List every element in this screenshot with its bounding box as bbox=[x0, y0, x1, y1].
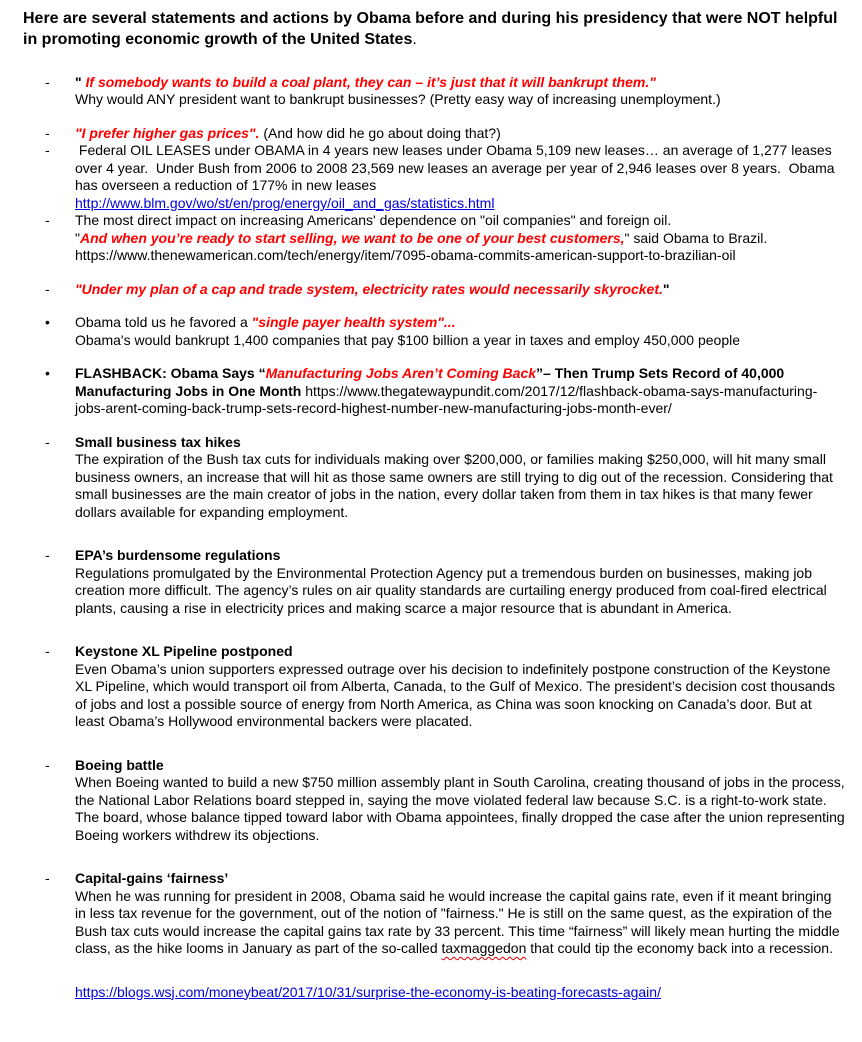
paragraph bbox=[75, 212, 845, 230]
paragraph bbox=[75, 91, 845, 109]
dash-marker: - bbox=[45, 124, 50, 141]
document-title bbox=[23, 9, 848, 51]
item-content bbox=[75, 314, 845, 349]
paragraph bbox=[75, 125, 845, 143]
list-item bbox=[45, 125, 845, 143]
paragraph bbox=[75, 281, 845, 299]
text-run: Why would ANY president want to bankrupt businesses? (Pretty easy way of increasing unemployment.) bbox=[75, 91, 721, 108]
paragraph bbox=[75, 984, 845, 1002]
quote-red-run: If somebody wants to build a coal plant, they can – it’s just that it will bankrupt them." bbox=[85, 73, 656, 90]
paragraph bbox=[75, 314, 845, 332]
text-run: https://www.thenewamerican.com/tech/energy/item/7095-obama-commits-american-support-to-brazilian-oil bbox=[75, 247, 736, 264]
text-run: Federal OIL LEASES under OBAMA in 4 years new leases under Obama 5,109 new leases… an average of 1,277 leases over 4 year. Under Bush from 2006 to 2008 23,569 new leases an average per year of 2,946 leases over 8 years. Obama has overseen a reduction of 177% in new leases bbox=[75, 142, 839, 194]
paragraph bbox=[75, 247, 845, 265]
dash-marker: - bbox=[45, 643, 50, 660]
bold-text-run: " bbox=[75, 73, 86, 90]
item-content bbox=[75, 984, 845, 1002]
item-content bbox=[75, 212, 845, 265]
bold-text-run: ”– Then Trump Sets Record of 40,000 Manufacturing Jobs in One Month bbox=[75, 365, 789, 399]
list-item bbox=[45, 142, 845, 212]
text-run: When he was running for president in 2008, Obama said he would increase the capital gains rate, even if it meant bringing in less tax revenue for the government, out of the notion of "fairness." He is still on the same quest, as the expiration of the Bush tax cuts would increase the capital gains tax rate by 33 percent. This time “fairness” will likely mean hurting the middle class, as the hike looms in January as part of the so-called bbox=[75, 887, 844, 957]
list-item bbox=[45, 434, 845, 522]
hyperlink[interactable]: http://www.blm.gov/wo/st/en/prog/energy/oil_and_gas/statistics.html bbox=[75, 194, 495, 211]
text-run: (And how did he go about doing that?) bbox=[259, 124, 501, 141]
bold-text-run: Capital-gains ‘fairness’ bbox=[75, 870, 229, 887]
list-item bbox=[45, 984, 845, 1002]
dash-marker: - bbox=[45, 73, 50, 90]
list-item bbox=[45, 547, 845, 617]
paragraph bbox=[75, 547, 845, 565]
dash-marker: - bbox=[45, 547, 50, 564]
text-run: Even Obama’s union supporters expressed outrage over his decision to indefinitely postpone construction of the Keystone XL Pipeline, which would transport oil from Alberta, Canada, to the Gulf of Mexico. The president’s decision cost thousands of jobs and lost a possible source of energy from North America, as China was soon knocking on Canada’s door. But at least Obama’s Hollywood environmental backers were placated. bbox=[75, 660, 839, 730]
paragraph bbox=[75, 661, 845, 731]
dash-marker: - bbox=[45, 756, 50, 773]
paragraph bbox=[75, 757, 845, 775]
bold-text-run: " bbox=[662, 280, 670, 297]
hyperlink[interactable]: https://blogs.wsj.com/moneybeat/2017/10/31/surprise-the-economy-is-beating-forecasts-again/ bbox=[75, 983, 661, 1000]
dash-marker: - bbox=[45, 212, 50, 229]
paragraph bbox=[75, 434, 845, 452]
list-item bbox=[45, 643, 845, 731]
paragraph bbox=[75, 565, 845, 618]
paragraph bbox=[75, 332, 845, 350]
paragraph bbox=[75, 870, 845, 888]
paragraph bbox=[75, 365, 845, 418]
bold-text-run: EPA’s burdensome regulations bbox=[75, 547, 281, 564]
list-item bbox=[45, 314, 845, 349]
quote-red-run: Manufacturing Jobs Aren’t Coming Back bbox=[265, 365, 537, 382]
bold-text-run: Boeing battle bbox=[75, 756, 164, 773]
text-run: The expiration of the Bush tax cuts for individuals making over $200,000, or families making $250,000, will hit many small business owners, an increase that will hit as those same owners are still trying to dig out of the recession. Considering that small businesses are the main creator of jobs in the nation, every dollar taken from them in tax hikes is that many fewer dollars available for expanding employment. bbox=[75, 451, 837, 520]
item-content bbox=[75, 643, 845, 731]
dash-marker: - bbox=[45, 870, 50, 887]
item-content bbox=[75, 125, 845, 143]
statement-list bbox=[0, 74, 862, 1002]
title-text: Here are several statements and actions by Obama before and during his presidency that were NOT helpful in promoting economic growth of the United States bbox=[23, 10, 838, 48]
text-run: Obama told us he favored a bbox=[75, 314, 252, 331]
text-run: " said Obama to Brazil. bbox=[624, 229, 768, 246]
paragraph bbox=[75, 451, 845, 521]
list-item bbox=[45, 74, 845, 109]
text-run: Obama's would bankrupt 1,400 companies that pay $100 billion a year in taxes and employ 450,000 people bbox=[75, 331, 740, 348]
text-run: " bbox=[75, 229, 80, 246]
text-run: When Boeing wanted to build a new $750 million assembly plant in South Carolina, creating thousand of jobs in the process, the National Labor Relations board stepped in, saying the move violated federal law because S.C. is a right-to-work state. The board, whose balance tipped toward labor with Obama appointees, finally dropped the case after the union representing Boeing workers withdrew its objections. bbox=[75, 774, 849, 843]
misspelled-word: taxmaggedon bbox=[441, 940, 527, 957]
dash-marker: - bbox=[45, 280, 50, 297]
item-content bbox=[75, 74, 845, 109]
title-period: . bbox=[412, 30, 417, 48]
bullet-marker: • bbox=[45, 365, 50, 382]
bold-text-run: Small business tax hikes bbox=[75, 433, 241, 450]
list-item bbox=[45, 281, 845, 299]
item-content bbox=[75, 547, 845, 617]
paragraph bbox=[75, 888, 845, 958]
dash-marker: - bbox=[45, 433, 50, 450]
paragraph bbox=[75, 142, 845, 195]
dash-marker: - bbox=[45, 142, 50, 159]
list-item bbox=[45, 756, 849, 845]
text-run: https://www.thegatewaypundit.com/2017/12/flashback-obama-says-manufacturing-jobs-arent-coming-back-trump-sets-record-highest-number-new-manufacturing-jobs-month-ever/ bbox=[75, 382, 818, 417]
text-run: Regulations promulgated by the Environmental Protection Agency put a tremendous burden on businesses, making job creation more difficult. The agency’s rules on air quality standards are curtailing energy produced from coal-fired electrical plants, causing a rise in electricity prices and making scarce a major resource that is abundant in America. bbox=[75, 564, 831, 616]
quote-red-run: "single payer health system"... bbox=[251, 314, 456, 331]
paragraph bbox=[75, 74, 845, 92]
item-content bbox=[75, 756, 849, 845]
text-run: that could tip the economy back into a recession. bbox=[526, 940, 833, 957]
paragraph bbox=[75, 643, 845, 661]
list-item bbox=[45, 365, 845, 418]
paragraph bbox=[75, 774, 849, 844]
bold-text-run: Keystone XL Pipeline postponed bbox=[75, 643, 293, 660]
bullet-marker: • bbox=[45, 314, 50, 331]
paragraph bbox=[75, 230, 845, 248]
item-content bbox=[75, 281, 845, 299]
list-item bbox=[45, 212, 845, 265]
no-marker bbox=[45, 984, 75, 1002]
bold-text-run: FLASHBACK: Obama Says “ bbox=[75, 365, 266, 382]
list-item bbox=[45, 870, 845, 958]
text-run: The most direct impact on increasing Americans' dependence on "oil companies" and foreign oil. bbox=[75, 212, 672, 229]
quote-red-run: And when you’re ready to start selling, we want to be one of your best customers, bbox=[79, 229, 625, 246]
item-content bbox=[75, 870, 845, 958]
item-content bbox=[75, 365, 845, 418]
quote-red-run: "I prefer higher gas prices". bbox=[75, 124, 260, 141]
item-content bbox=[75, 142, 845, 212]
quote-red-run: "Under my plan of a cap and trade system, electricity rates would necessarily skyrocket. bbox=[75, 280, 663, 297]
paragraph bbox=[75, 195, 845, 213]
item-content bbox=[75, 434, 845, 522]
